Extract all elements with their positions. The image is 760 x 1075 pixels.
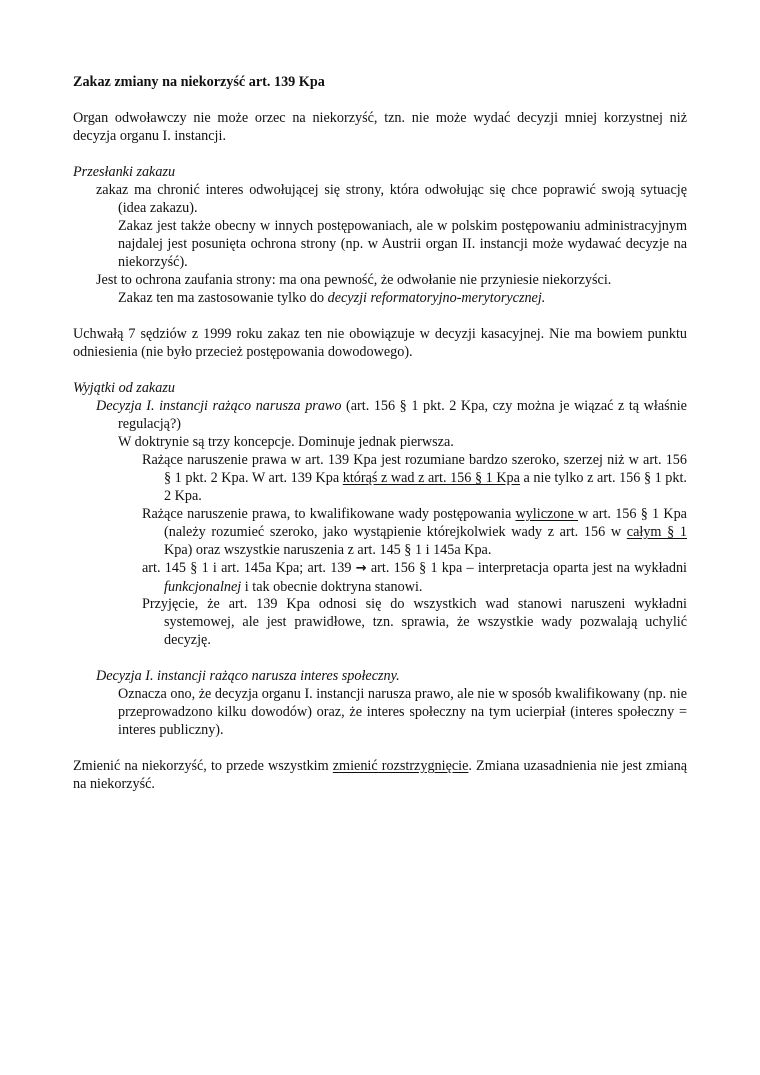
koncepcja-3: Przyjęcie, że art. 139 Kpa odnosi się do wszystkich wad stanowi naruszeni wykładni systemowej, ale jest prawidłowe, tzn. sprawia, że wszystkie wady pozwalają uchylić decyzję. (142, 596, 687, 648)
wyjatek-2-text: Oznacza ono, że decyzja organu I. instancji narusza prawo, ale nie w sposób kwalifikowany (np. nie przeprowadzono kilku dowodów) oraz, że interes społeczny na tym ucierpiał (interes społeczny = interes publiczny). (118, 686, 688, 738)
koncepcja-2-underlined-1: wyliczone (515, 506, 578, 522)
intro-paragraph: Organ odwoławczy nie może orzec na niekorzyść, tzn. nie może wydać decyzji mniej korzystnej niż decyzja organu I. instancji. (73, 110, 687, 144)
koncepcja-1-underlined: którąś z wad z art. 156 § 1 Kpa (342, 470, 520, 486)
final-text: Zmienić na niekorzyść, to przede wszystkim (73, 758, 333, 774)
koncepcja-2-text-3: Kpa) oraz wszystkie naruszenia z art. 145 § 1 i 145a Kpa. (164, 542, 492, 558)
koncepcja-2-detail-text-3: i tak obecnie doktryna stanowi. (241, 579, 423, 595)
wyjatek-1 (96, 397, 687, 433)
koncepcja-1 (142, 451, 687, 505)
koncepcja-2-text-2: w art. 156 § 1 Kpa (należy rozumieć szeroko, jako wystąpienie którejkolwiek wady z art. 156 w (164, 506, 687, 540)
przeslanki-item-4-text: Zakaz ten ma zastosowanie tylko do (118, 290, 328, 306)
final-paragraph (73, 757, 687, 793)
koncepcja-2-detail-text: art. 145 § 1 i art. 145a Kpa; art. 139 (142, 560, 356, 576)
koncepcja-2-text: Rażące naruszenie prawa, to kwalifikowane wady postępowania (142, 506, 516, 522)
koncepcja-2-detail (142, 559, 687, 596)
final-text-end: . Zmiana uzasadnienia nie jest zmianą na niekorzyść. (73, 758, 688, 792)
uchwala-paragraph: Uchwałą 7 sędziów z 1999 roku zakaz ten nie obowiązuje w decyzji kasacyjnej. Nie ma bowiem punktu odniesienia (nie było przecież postępowania dowodowego). (73, 326, 687, 360)
koncepcja-2-underlined-2: całym § 1 (626, 524, 688, 540)
koncepcja-2-detail-text-2: art. 156 § 1 kpa – interpretacja oparta jest na wykładni (366, 560, 687, 576)
wyjatek-1-title: Decyzja I. instancji rażąco narusza prawo (96, 398, 342, 414)
koncepcja-2 (142, 505, 688, 559)
przeslanki-item-3: Jest to ochrona zaufania strony: ma ona pewność, że odwołanie nie przyniesie niekorzyści. (96, 272, 612, 288)
koncepcja-1-text: Rażące naruszenie prawa w art. 139 Kpa jest rozumiane bardzo szeroko, szerzej niż w art. 156 § 1 pkt. 2 Kpa. W art. 139 Kpa (142, 452, 687, 486)
przeslanki-item-2: Zakaz jest także obecny w innych postępowaniach, ale w polskim postępowaniu administracyjnym najdalej jest posunięta ochrona strony (np. w Austrii organ II. instancji może wydawać decyzje na niekorzyść). (118, 218, 687, 270)
przeslanki-heading: Przesłanki zakazu (73, 164, 176, 180)
wyjatki-heading: Wyjątki od zakazu (73, 380, 175, 396)
koncepcja-1-text-end: a nie tylko z art. 156 § 1 pkt. 2 Kpa. (164, 470, 687, 504)
przeslanki-item-1: zakaz ma chronić interes odwołującej się strony, która odwołując się chce poprawić swoją sytuację (idea zakazu). (96, 182, 687, 216)
document-title: Zakaz zmiany na niekorzyść art. 139 Kpa (73, 74, 325, 90)
przeslanki-item-4-emphasis: decyzji reformatoryjno-merytorycznej. (327, 290, 546, 306)
wyjatek-2-title: Decyzja I. instancji rażąco narusza interes społeczny. (96, 668, 400, 684)
wyjatek-1-text: (art. 156 § 1 pkt. 2 Kpa, czy można je wiązać z tą właśnie regulacją?) (118, 398, 687, 432)
arrow-right-icon: → (355, 561, 367, 576)
final-underlined: zmienić rozstrzygnięcie (332, 758, 469, 774)
przeslanki-item-4 (118, 289, 687, 307)
koncepcja-2-detail-emphasis: funkcjonalnej (164, 579, 242, 595)
doktryna-note: W doktrynie są trzy koncepcje. Dominuje jednak pierwsza. (118, 434, 454, 450)
